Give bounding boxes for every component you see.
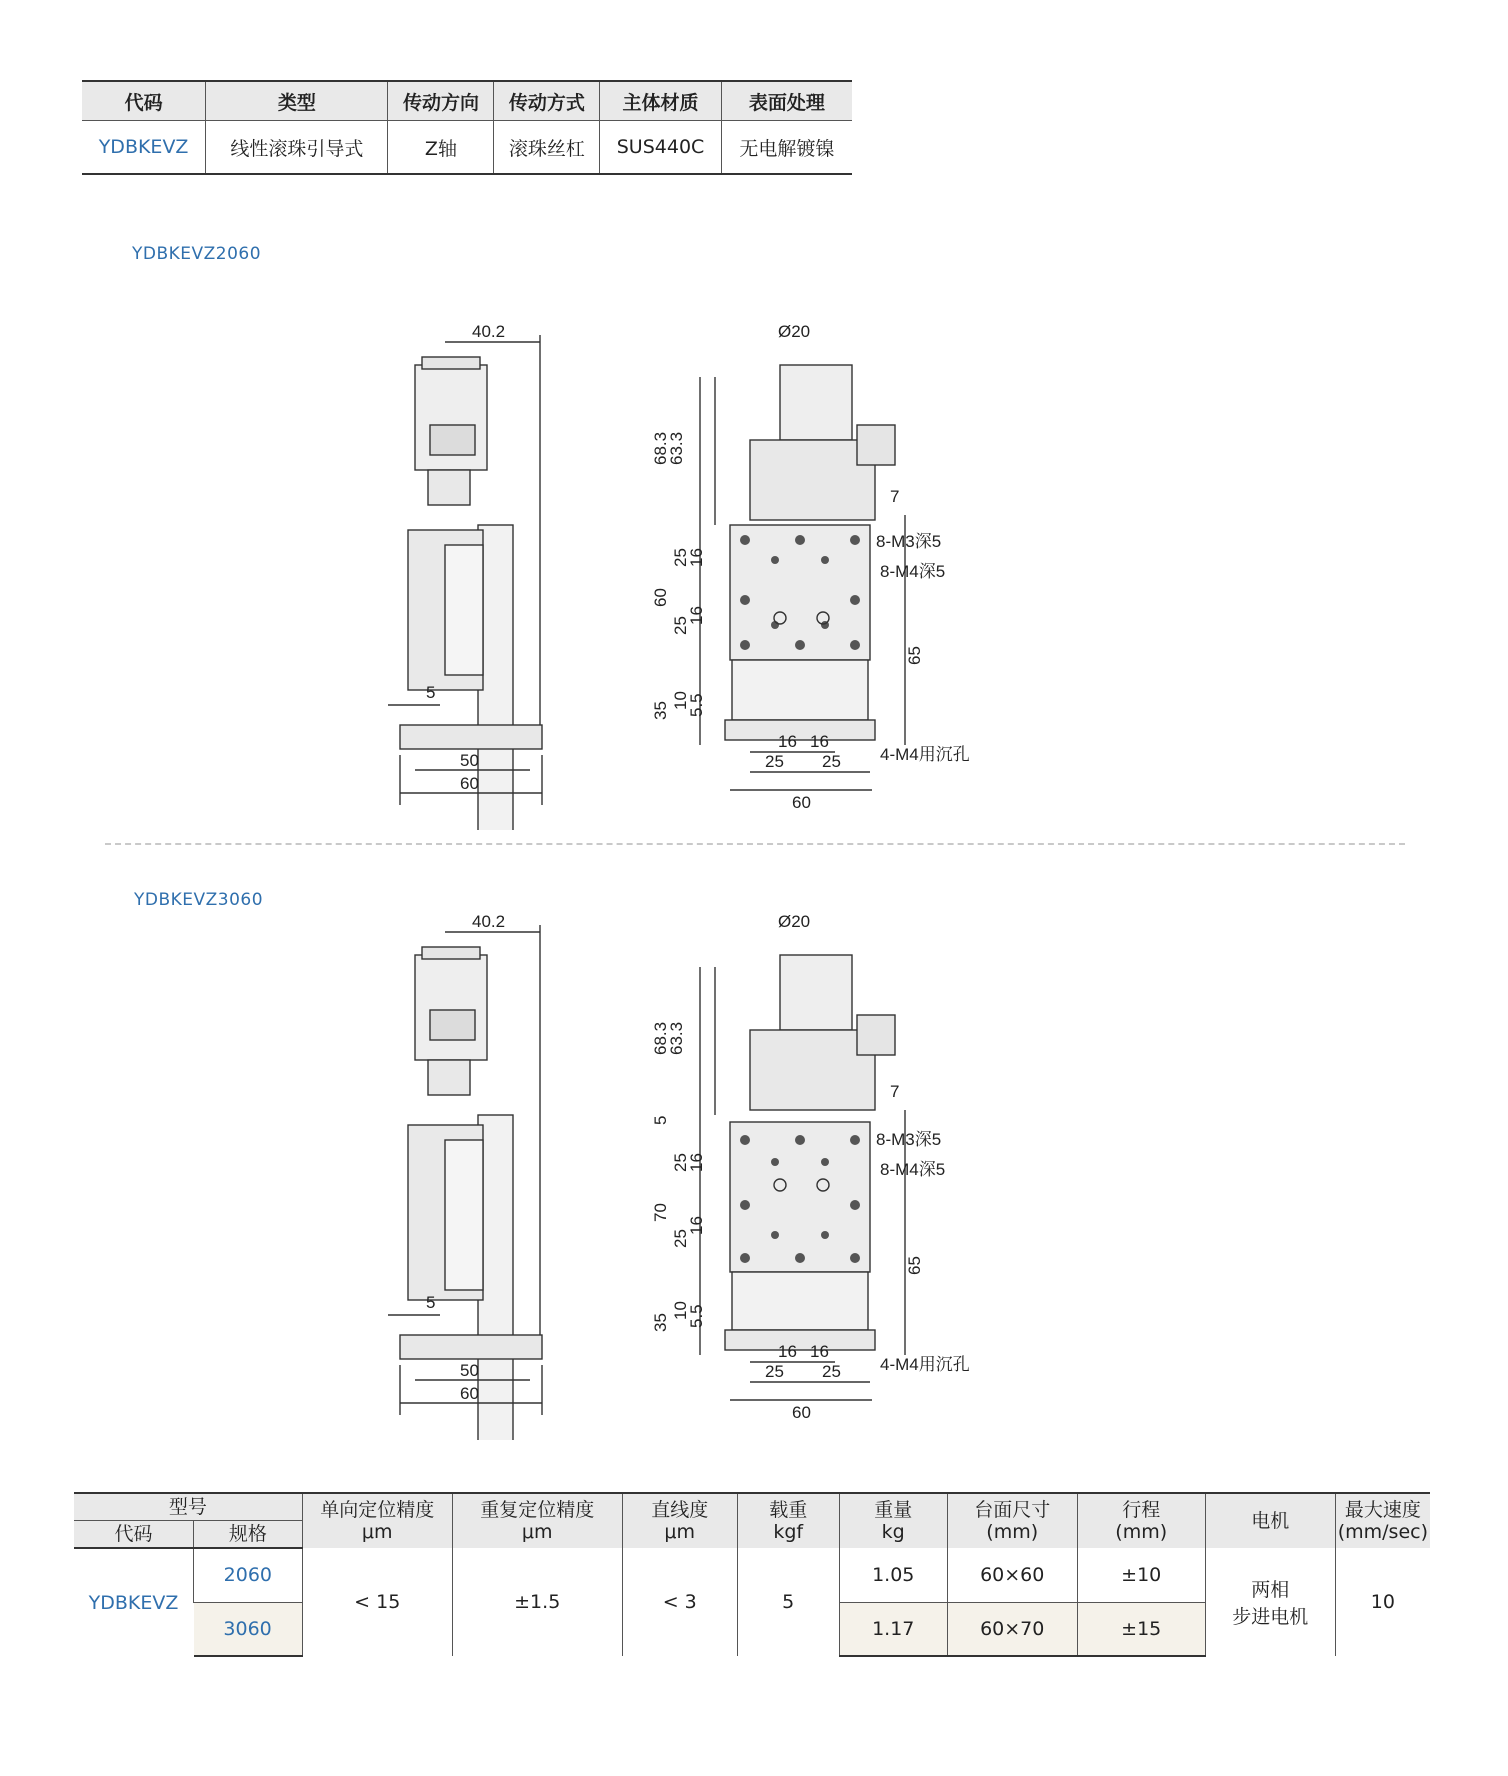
cell-motor-line2: 步进电机 (1232, 1606, 1309, 1628)
header-weight-name: 重量 (874, 1499, 913, 1521)
header-material: 主体材质 (600, 81, 721, 121)
cell-stroke-3060: ±15 (1077, 1602, 1205, 1656)
dim-lower-b: 5.5 (687, 693, 706, 717)
header-repeat-unit: μm (521, 1521, 553, 1543)
cell-size-3060: 60×70 (947, 1602, 1077, 1656)
dim-base-inner: 50 (460, 1361, 479, 1380)
dim-gap: 5 (651, 1115, 670, 1125)
header-load (737, 1493, 839, 1548)
drawing-3060 (360, 900, 1020, 1440)
cbore-label: 4-M4用沉孔 (880, 1355, 970, 1374)
dim-front-dia: Ø20 (778, 322, 811, 341)
cell-code: YDBKEVZ (88, 1591, 179, 1614)
dim-lower: 35 (651, 1313, 670, 1332)
dim-bx3: 25 (765, 752, 784, 771)
dim-bx2: 16 (810, 732, 829, 751)
dim-front-side: 7 (890, 487, 900, 506)
header-code: 代码 (74, 1521, 194, 1549)
front-view (700, 955, 905, 1400)
thread-m4: 8-M4深5 (880, 1160, 946, 1179)
dim-lower: 35 (651, 701, 670, 720)
dim-pitch-b: 16 (687, 548, 706, 567)
header-table-size-unit: (mm) (986, 1521, 1039, 1543)
header-straightness-name: 直线度 (651, 1499, 709, 1521)
dim-bx2: 16 (810, 1342, 829, 1361)
dim-side-offset: 5 (426, 1293, 436, 1312)
cell-weight-3060: 1.17 (839, 1602, 947, 1656)
cell-straightness: < 3 (622, 1548, 737, 1656)
dim-bx3: 25 (765, 1362, 784, 1381)
dim-bw: 60 (792, 793, 811, 812)
dim-pitch-a: 25 (671, 548, 690, 567)
header-unidirectional (302, 1493, 452, 1548)
header-drive: 传动方式 (494, 81, 600, 121)
cell-drive: 滚珠丝杠 (494, 121, 600, 175)
dim-h2: 63.3 (667, 1021, 686, 1055)
model-label-2060: YDBKEVZ2060 (132, 244, 262, 264)
header-motor-name: 电机 (1251, 1510, 1290, 1532)
dim-right: 65 (905, 646, 924, 665)
header-spec: 规格 (194, 1521, 303, 1549)
cell-surface: 无电解镀镍 (721, 121, 852, 175)
header-direction: 传动方向 (388, 81, 494, 121)
cell-motor-line1: 两相 (1251, 1579, 1290, 1601)
dim-side-offset: 5 (426, 683, 436, 702)
dim-bx1: 16 (778, 1342, 797, 1361)
thread-m4: 8-M4深5 (880, 562, 946, 581)
header-max-speed-name: 最大速度 (1344, 1499, 1421, 1521)
dim-pitch-d: 16 (687, 1216, 706, 1235)
dim-lower-b: 5.5 (687, 1304, 706, 1328)
model-label-3060: YDBKEVZ3060 (134, 890, 264, 910)
cell-size-2060: 60×60 (947, 1548, 1077, 1602)
dim-lower-a: 10 (671, 691, 690, 710)
header-unidirectional-unit: μm (361, 1521, 393, 1543)
header-straightness-unit: μm (664, 1521, 696, 1543)
header-table-size-name: 台面尺寸 (974, 1499, 1051, 1521)
dim-h1: 68.3 (651, 1021, 670, 1055)
cell-spec-2060: 2060 (194, 1548, 303, 1602)
header-repeat (452, 1493, 622, 1548)
cell-max-speed: 10 (1335, 1548, 1430, 1656)
dim-base-outer: 60 (460, 774, 479, 793)
cell-unidirectional: < 15 (302, 1548, 452, 1656)
front-view (700, 365, 905, 790)
cell-direction: Z轴 (388, 121, 494, 175)
cbore-label: 4-M4用沉孔 (880, 745, 970, 764)
dim-pitch-c: 25 (671, 1229, 690, 1248)
header-surface: 表面处理 (721, 81, 852, 121)
header-weight-unit: kg (881, 1521, 905, 1543)
header-type: 类型 (206, 81, 388, 121)
header-stroke-name: 行程 (1122, 1499, 1161, 1521)
header-max-speed-unit: (mm/sec) (1337, 1521, 1428, 1543)
dim-pitch-d: 16 (687, 606, 706, 625)
cell-spec-3060: 3060 (194, 1602, 303, 1656)
header-load-name: 载重 (769, 1499, 808, 1521)
cell-motor (1205, 1548, 1335, 1656)
cell-code: YDBKEVZ (82, 121, 206, 175)
drawing-2060 (360, 315, 1020, 830)
header-max-speed (1335, 1493, 1430, 1548)
spec-table (74, 1492, 1430, 1657)
dim-bx4: 25 (822, 752, 841, 771)
cell-load: 5 (737, 1548, 839, 1656)
header-weight (839, 1493, 947, 1548)
thread-m3: 8-M3深5 (876, 532, 942, 551)
section-divider (105, 843, 1405, 845)
dim-h2: 63.3 (667, 431, 686, 465)
cell-weight-2060: 1.05 (839, 1548, 947, 1602)
dim-bx4: 25 (822, 1362, 841, 1381)
header-load-unit: kgf (773, 1521, 804, 1543)
dim-front-side: 7 (890, 1082, 900, 1101)
dim-pitch-b: 16 (687, 1153, 706, 1172)
type-table (82, 80, 852, 175)
header-straightness (622, 1493, 737, 1548)
header-stroke (1077, 1493, 1205, 1548)
header-motor (1205, 1493, 1335, 1548)
dim-bx1: 16 (778, 732, 797, 751)
cell-stroke-2060: ±10 (1077, 1548, 1205, 1602)
dim-table-h: 70 (651, 1203, 670, 1222)
header-repeat-name: 重复定位精度 (480, 1499, 595, 1521)
header-model-group: 型号 (74, 1493, 302, 1521)
dim-side-width: 40.2 (472, 912, 506, 931)
dim-table-h: 60 (651, 588, 670, 607)
cell-type: 线性滚珠引导式 (206, 121, 388, 175)
dim-side-width: 40.2 (472, 322, 506, 341)
cell-material: SUS440C (600, 121, 721, 175)
header-code: 代码 (82, 81, 206, 121)
thread-m3: 8-M3深5 (876, 1130, 942, 1149)
dim-pitch-c: 25 (671, 616, 690, 635)
cell-repeat: ±1.5 (452, 1548, 622, 1656)
header-table-size (947, 1493, 1077, 1548)
dim-right: 65 (905, 1256, 924, 1275)
header-unidirectional-name: 单向定位精度 (320, 1499, 435, 1521)
dim-base-outer: 60 (460, 1384, 479, 1403)
dim-lower-a: 10 (671, 1301, 690, 1320)
dim-pitch-a: 25 (671, 1153, 690, 1172)
header-stroke-unit: (mm) (1115, 1521, 1168, 1543)
dim-bw: 60 (792, 1403, 811, 1422)
dim-front-dia: Ø20 (778, 912, 811, 931)
dim-h1: 68.3 (651, 431, 670, 465)
dim-base-inner: 50 (460, 751, 479, 770)
